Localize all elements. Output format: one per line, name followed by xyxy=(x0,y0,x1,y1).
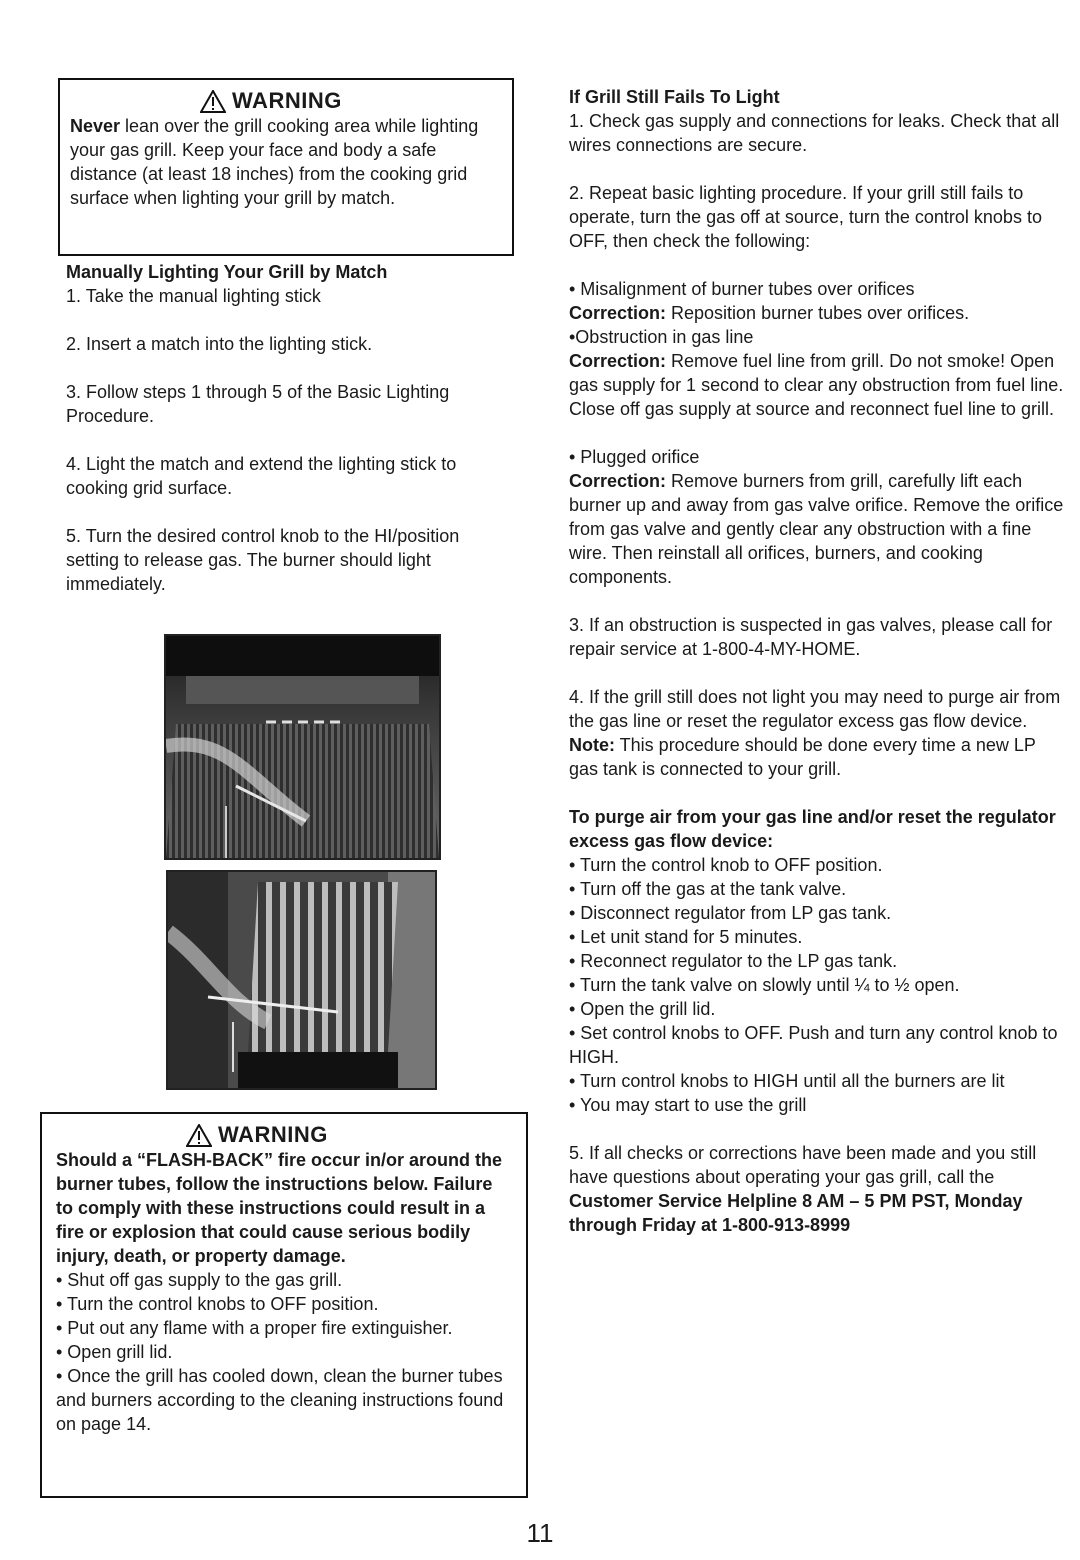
fails-step-1: 1. Check gas supply and connections for leaks. Check that all wires connections are secure. xyxy=(569,111,1060,155)
warning-box-flashback xyxy=(40,1112,528,1498)
purge-bullet: • Let unit stand for 5 minutes. xyxy=(569,927,803,947)
fails-heading: If Grill Still Fails To Light xyxy=(569,87,780,107)
step-5: 5. Turn the desired control knob to the HI/position setting to release gas. The burner should light immediately. xyxy=(66,526,460,594)
purge-bullet: • Reconnect regulator to the LP gas tank. xyxy=(569,951,898,971)
purge-bullet: • Turn control knobs to HIGH until all the burners are lit xyxy=(569,1071,1005,1091)
warning-heading: WARNING xyxy=(186,1122,512,1148)
flashback-bullet: • Shut off gas supply to the gas grill. xyxy=(56,1270,343,1290)
purge-bullet: • Turn the tank valve on slowly until ¼ to ½ open. xyxy=(569,975,960,995)
correction-obstruction: Correction: Remove fuel line from grill. Do not smoke! Open gas supply for 1 second to clear any obstruction from fuel line. Close off gas supply at source and reconnect fuel line to grill. xyxy=(569,351,1064,419)
correction-plugged-orifice: Correction: Remove burners from grill, carefully lift each burner up and away from gas valve orifice. Remove the orifice from gas valve and gently clear any obstruction with a fine wire. Then reinstall all orifices, burners, and cooking components. xyxy=(569,471,1064,587)
purge-bullet: • Open the grill lid. xyxy=(569,999,716,1019)
warning-body: Never lean over the grill cooking area while lighting your gas grill. Keep your face and body a safe distance (at least 18 inches) from the cooking grid surface when lighting your grill by match. xyxy=(70,116,479,208)
flashback-bullet: • Once the grill has cooled down, clean the burner tubes and burners according to the cleaning instructions found on page 14. xyxy=(56,1366,504,1434)
correction-misalignment: Correction: Reposition burner tubes over orifices. xyxy=(569,303,970,323)
manual-lighting-section xyxy=(66,260,516,596)
right-column xyxy=(569,85,1069,1237)
purge-bullet: • You may start to use the grill xyxy=(569,1095,807,1115)
grill-photo-top xyxy=(164,634,441,860)
section-heading: Manually Lighting Your Grill by Match xyxy=(66,262,388,282)
purge-bullet: • Turn off the gas at the tank valve. xyxy=(569,879,847,899)
purge-bullet: • Disconnect regulator from LP gas tank. xyxy=(569,903,892,923)
warning-triangle-icon xyxy=(186,1124,212,1147)
page-number: 11 xyxy=(526,1518,554,1548)
step-1: 1. Take the manual lighting stick xyxy=(66,286,321,306)
step-3: 3. Follow steps 1 through 5 of the Basic Lighting Procedure. xyxy=(66,382,450,426)
fails-step-4: 4. If the grill still does not light you may need to purge air from the gas line or reset the regulator excess gas flow device. Note: This procedure should be done every time a new LP gas tank is connected to your grill. xyxy=(569,687,1061,779)
flashback-bullet: • Put out any flame with a proper fire extinguisher. xyxy=(56,1318,453,1338)
flashback-bullet: • Open grill lid. xyxy=(56,1342,173,1362)
flashback-warning-text: Should a “FLASH-BACK” fire occur in/or around the burner tubes, follow the instructions below. Failure to comply with these instructions could result in a fire or explosion that could cause serious bodily injury, death, or property damage. xyxy=(56,1150,503,1266)
purge-bullet: • Turn the control knob to OFF position. xyxy=(569,855,883,875)
step-2: 2. Insert a match into the lighting stick. xyxy=(66,334,373,354)
issue-plugged-orifice: • Plugged orifice xyxy=(569,447,700,467)
issue-misalignment: • Misalignment of burner tubes over orifices xyxy=(569,279,915,299)
grill-photo-bottom xyxy=(166,870,437,1090)
fails-step-3: 3. If an obstruction is suspected in gas valves, please call for repair service at 1-800-4-MY-HOME. xyxy=(569,615,1053,659)
step-4: 4. Light the match and extend the lighting stick to cooking grid surface. xyxy=(66,454,457,498)
purge-bullet: • Set control knobs to OFF. Push and turn any control knob to HIGH. xyxy=(569,1023,1058,1067)
fails-step-5: 5. If all checks or corrections have been made and you still have questions about operating your gas grill, call the Customer Service Helpline 8 AM – 5 PM PST, Monday through Friday at 1-800-913-8999 xyxy=(569,1143,1037,1235)
warning-triangle-icon xyxy=(200,90,226,113)
flashback-bullet: • Turn the control knobs to OFF position. xyxy=(56,1294,379,1314)
issue-obstruction: •Obstruction in gas line xyxy=(569,327,754,347)
warning-box-top xyxy=(58,78,514,256)
purge-heading: To purge air from your gas line and/or reset the regulator excess gas flow device: xyxy=(569,807,1056,851)
warning-heading: WARNING xyxy=(200,88,502,114)
fails-step-2: 2. Repeat basic lighting procedure. If your grill still fails to operate, turn the gas off at source, turn the control knobs to OFF, then check the following: xyxy=(569,183,1042,251)
